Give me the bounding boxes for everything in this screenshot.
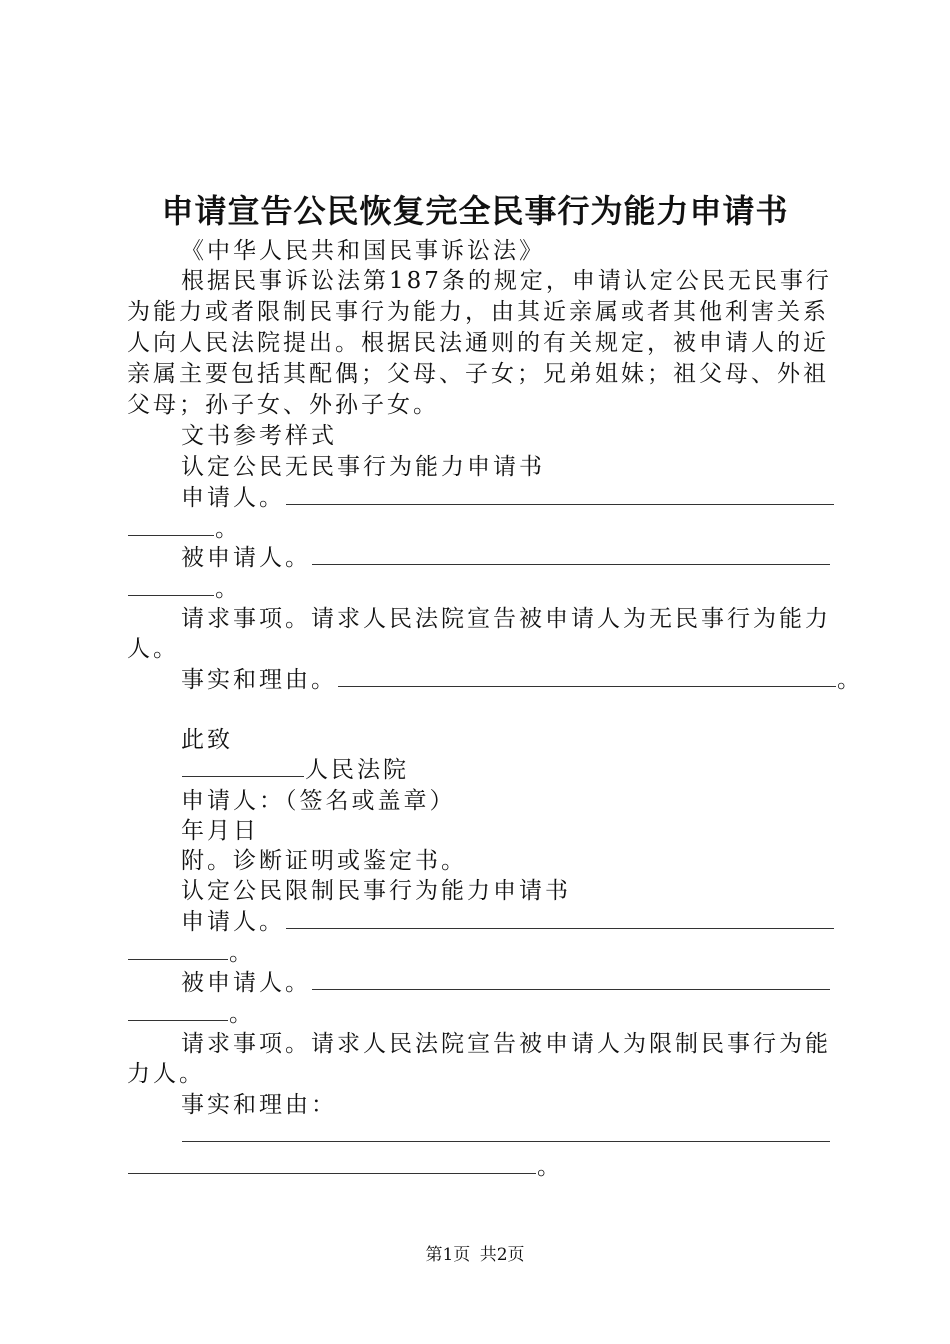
form2-applicant-blank	[286, 908, 834, 929]
form1-court-blank	[182, 756, 304, 777]
form1-respondent-blank-cont	[128, 575, 214, 596]
form1-facts-label: 事实和理由。	[181, 667, 337, 693]
form1-applicant-row	[181, 483, 835, 513]
form2-title: 认定公民限制民事行为能力申请书	[181, 878, 571, 904]
form1-request-line-2: 人。	[127, 636, 179, 662]
form2-facts-blank	[182, 1121, 830, 1142]
form2-facts-end: 。	[537, 1154, 563, 1180]
form2-applicant-end: 。	[229, 940, 255, 966]
form2-applicant-blank-cont	[128, 939, 228, 960]
form1-facts-end: 。	[837, 667, 863, 693]
form1-applicant-end: 。	[215, 516, 241, 542]
form1-court-row	[181, 755, 409, 785]
form1-salutation: 此致	[181, 727, 233, 753]
form1-request-line-1: 请求事项。请求人民法院宣告被申请人为无民事行为能力	[181, 606, 831, 632]
form1-facts-blank	[338, 666, 836, 687]
form2-facts-blank-cont	[128, 1153, 536, 1174]
form2-respondent-row	[181, 968, 831, 998]
form2-facts-label: 事实和理由：	[181, 1092, 337, 1118]
document-title: 申请宣告公民恢复完全民事行为能力申请书	[161, 192, 789, 230]
form2-applicant-row	[181, 907, 835, 937]
page-footer	[0, 1240, 950, 1265]
form2-respondent-end: 。	[229, 1001, 255, 1027]
form2-respondent-blank-cont	[128, 1000, 228, 1021]
form1-applicant-cont	[127, 514, 241, 544]
intro-line-5: 父母；孙子女、外孙子女。	[127, 392, 439, 418]
form1-title: 认定公民无民事行为能力申请书	[181, 454, 545, 480]
form1-court-suffix: 人民法院	[305, 757, 409, 783]
form2-applicant-label: 申请人。	[181, 909, 285, 935]
intro-line-4: 亲属主要包括其配偶；父母、子女；兄弟姐妹；祖父母、外祖	[127, 361, 829, 387]
form2-facts-row	[181, 1120, 831, 1150]
form1-facts-row	[181, 665, 863, 695]
form2-applicant-cont	[127, 938, 255, 968]
form2-respondent-cont	[127, 999, 255, 1029]
sample-heading: 文书参考样式	[181, 423, 337, 449]
form1-respondent-blank	[312, 544, 830, 565]
intro-line-2: 为能力或者限制民事行为能力，由其近亲属或者其他利害关系	[127, 299, 829, 325]
law-reference: 《中华人民共和国民事诉讼法》	[181, 238, 545, 264]
form2-respondent-label: 被申请人。	[181, 970, 311, 996]
form2-request-line-2: 力人。	[127, 1061, 205, 1087]
page-total: 共2页	[479, 1245, 525, 1265]
form1-respondent-row	[181, 543, 831, 573]
form2-request-line-1: 请求事项。请求人民法院宣告被申请人为限制民事行为能	[181, 1031, 831, 1057]
form1-applicant-label: 申请人。	[181, 485, 285, 511]
form1-respondent-cont	[127, 574, 241, 604]
form1-applicant-blank	[286, 484, 834, 505]
form1-applicant-blank-cont	[128, 515, 214, 536]
form2-facts-cont	[127, 1152, 563, 1182]
form1-signature: 申请人：（签名或盖章）	[181, 788, 456, 814]
form1-respondent-end: 。	[215, 576, 241, 602]
form1-attachment: 附。诊断证明或鉴定书。	[181, 848, 467, 874]
form1-respondent-label: 被申请人。	[181, 545, 311, 571]
form2-respondent-blank	[312, 969, 830, 990]
page-number: 第1页	[425, 1245, 471, 1265]
intro-line-1: 根据民事诉讼法第187条的规定，申请认定公民无民事行	[181, 268, 832, 294]
form1-date: 年月日	[181, 818, 259, 844]
intro-line-3: 人向人民法院提出。根据民法通则的有关规定，被申请人的近	[127, 330, 829, 356]
